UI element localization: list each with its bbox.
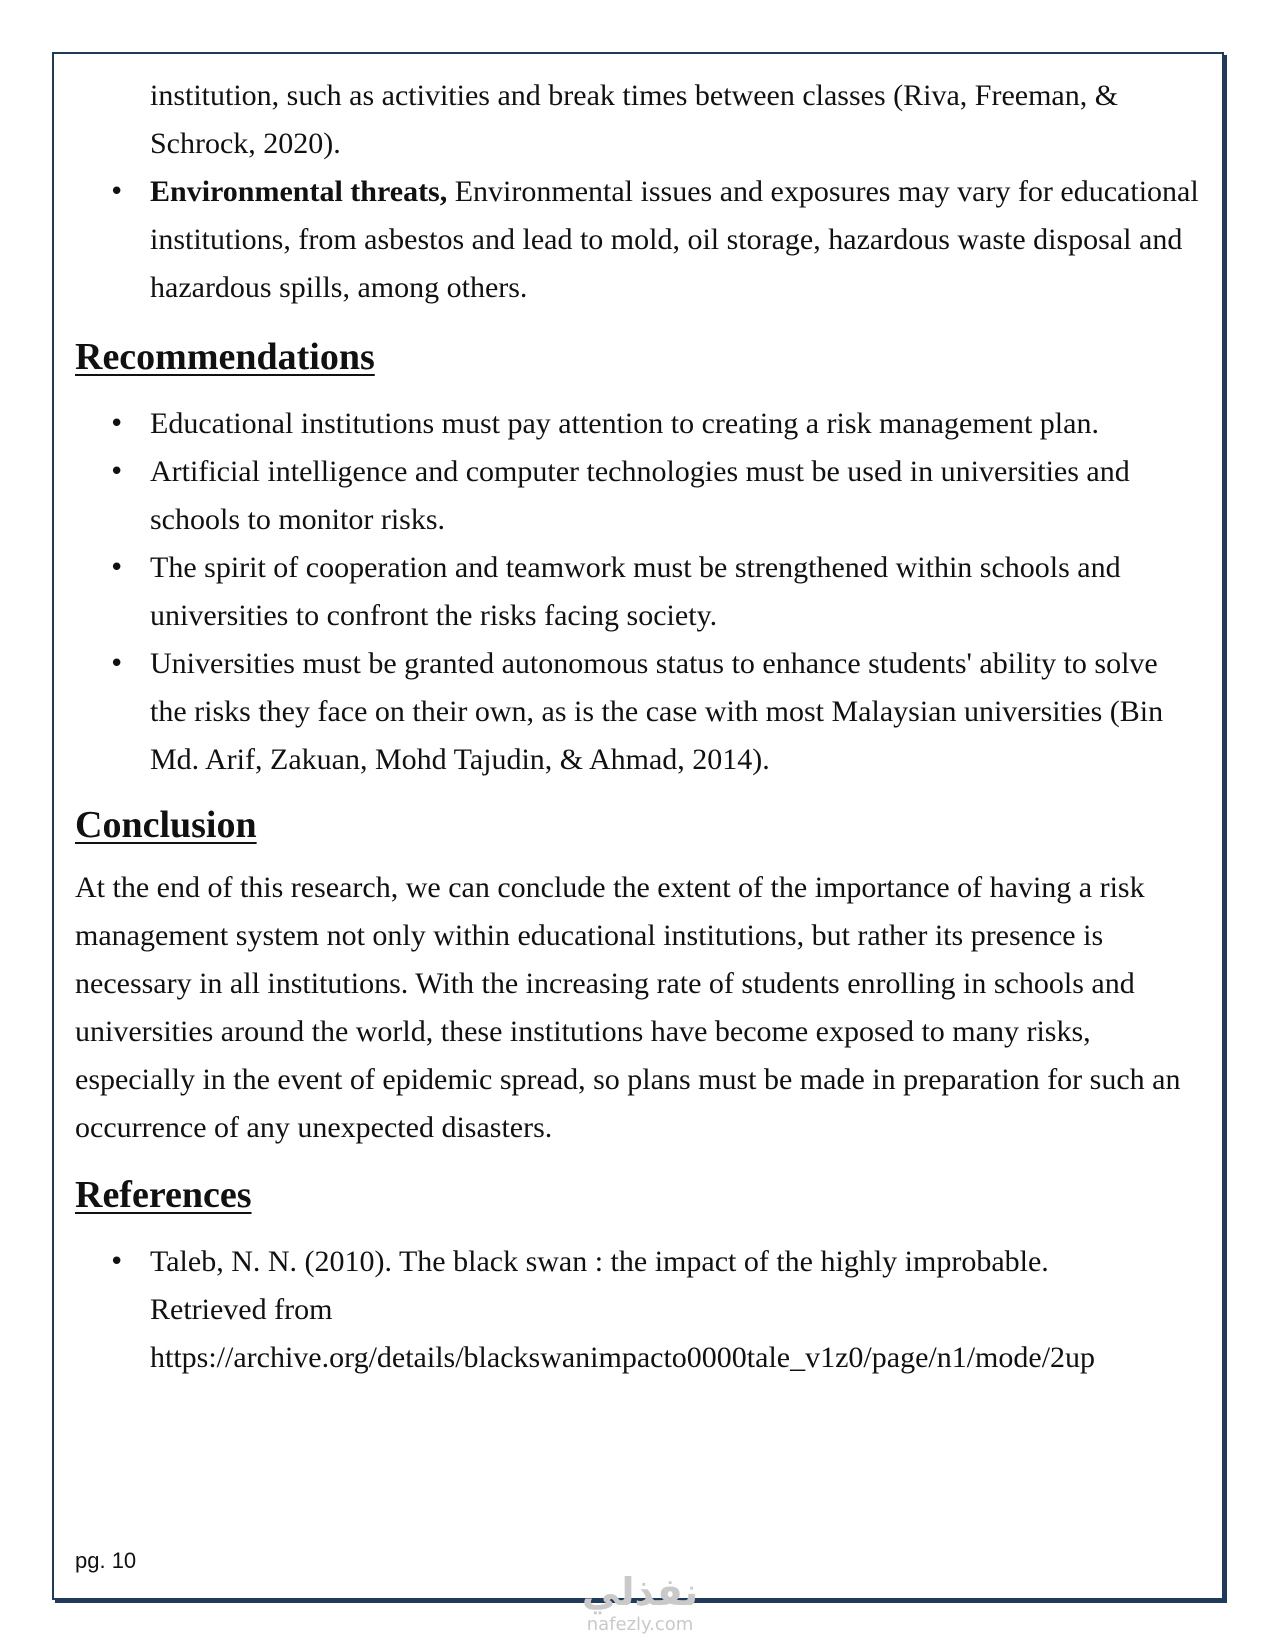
conclusion-heading: Conclusion (75, 804, 257, 846)
watermark-logo-text: نفذلي (581, 1570, 699, 1614)
list-item (75, 168, 1200, 312)
reference-url-link[interactable]: https://archive.org/details/blackswanimpacto0000tale_v1z0/page/n1/mode/2up (150, 1341, 1096, 1374)
nafezly-watermark (565, 1570, 715, 1650)
recommendations-heading: Recommendations (75, 336, 375, 378)
references-heading: References (75, 1174, 252, 1216)
page-number: pg. 10 (75, 1548, 137, 1573)
reference-citation: Taleb, N. N. (2010). The black swan : the impact of the highly improbable. (150, 1245, 1049, 1278)
environmental-threats-term: Environmental threats, (150, 175, 448, 208)
list-item: • Artificial intelligence and computer technologies must be used in universities and schools to monitor risks. (75, 448, 1200, 544)
recommendations-list (75, 400, 1200, 784)
references-list (75, 1238, 1200, 1382)
reference-item (75, 1238, 1200, 1382)
conclusion-paragraph: At the end of this research, we can conclude the extent of the importance of having a risk management system not only within educational institutions, but rather its presence is necessary in all institutions. With the increasing rate of students enrolling in schools and universities around the world, these institutions have become exposed to many risks, especially in the event of epidemic spread, so plans must be made in preparation for such an occurrence of any unexpected disasters. (75, 871, 1181, 1144)
document-body (75, 72, 1200, 1382)
environmental-threats-text: Environmental issues and exposures may vary for educational institutions, from asbestos and lead to mold, oil storage, hazardous waste disposal and hazardous spills, among others. (150, 175, 1199, 304)
list-item: • The spirit of cooperation and teamwork must be strengthened within schools and universities to confront the risks facing society. (75, 544, 1200, 640)
list-item: • Universities must be granted autonomous status to enhance students' ability to solve the risks they face on their own, as is the case with most Malaysian universities (Bin Md. Arif, Zakuan, Mohd Tajudin, & Ahmad, 2014). (75, 640, 1200, 784)
carryover-paragraph: institution, such as activities and break times between classes (Riva, Freeman, & Schrock, 2020). (150, 79, 1119, 160)
watermark-url: nafezly.com (586, 1614, 694, 1635)
reference-retrieved: Retrieved from (150, 1293, 333, 1326)
threats-list (75, 168, 1200, 312)
list-item: • Educational institutions must pay attention to creating a risk management plan. (75, 400, 1200, 448)
